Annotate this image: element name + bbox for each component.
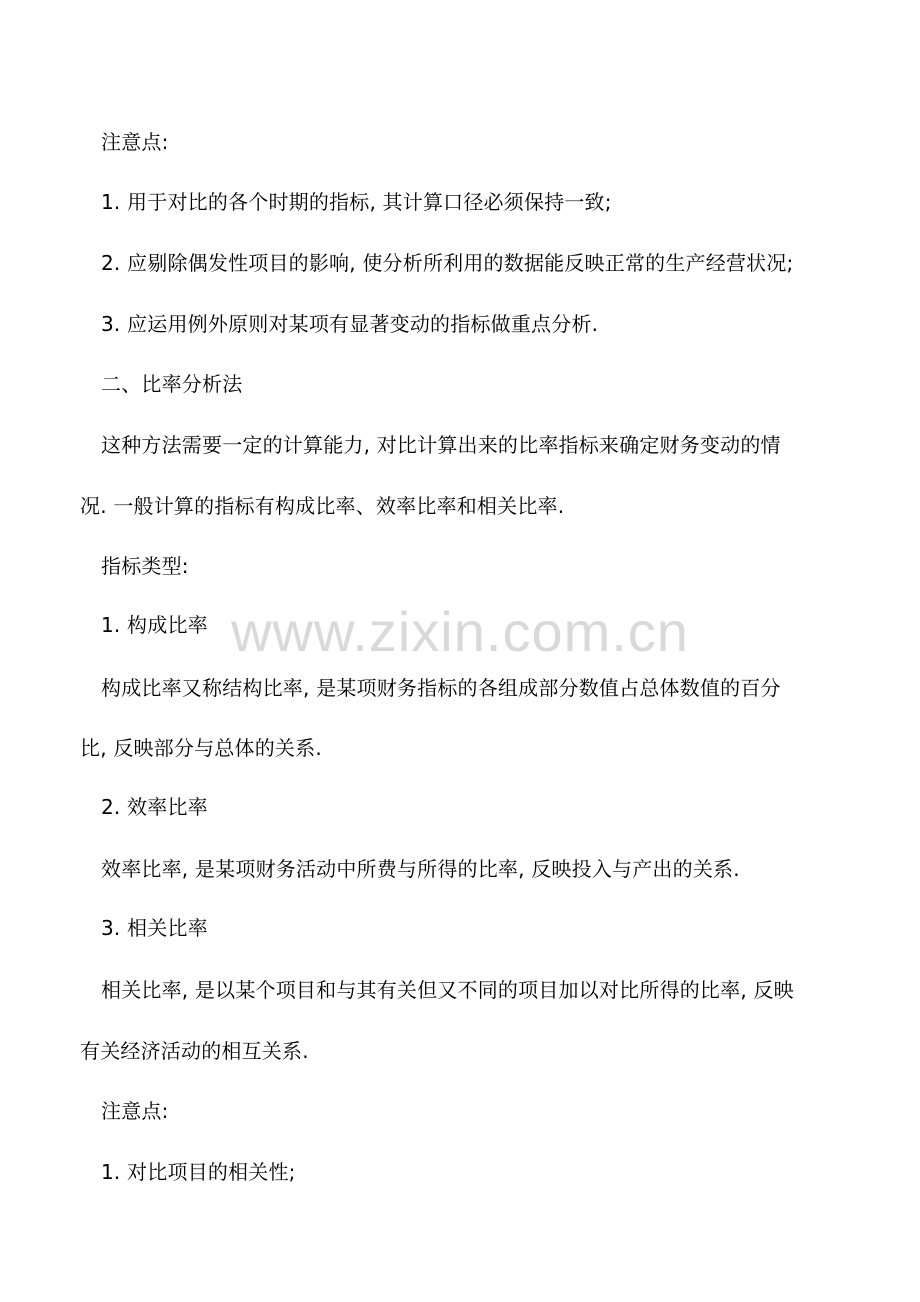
subheading: 指标类型: — [101, 554, 189, 578]
note-item-2: 2. 应剔除偶发性项目的影响, 使分析所利用的数据能反映正常的生产经营状况; — [101, 251, 794, 275]
ratio-type-heading: 1. 构成比率 — [101, 613, 208, 637]
watermark-text: www.zixin.com.cn — [231, 600, 689, 663]
section-heading: 二、比率分析法 — [101, 372, 243, 396]
ratio-type-heading: 2. 效率比率 — [101, 795, 208, 819]
note-heading-2: 注意点: — [101, 1099, 169, 1123]
note-item-3: 3. 应运用例外原则对某项有显著变动的指标做重点分析. — [101, 312, 599, 336]
paragraph-line: 相关比率, 是以某个项目和与其有关但又不同的项目加以对比所得的比率, 反映 — [101, 978, 794, 1002]
note-heading-1: 注意点: — [101, 130, 169, 154]
paragraph-line: 效率比率, 是某项财务活动中所费与所得的比率, 反映投入与产出的关系. — [101, 857, 740, 881]
paragraph-line: 构成比率又称结构比率, 是某项财务指标的各组成部分数值占总体数值的百分 — [101, 676, 781, 700]
paragraph-line: 况. 一般计算的指标有构成比率、效率比率和相关比率. — [80, 494, 565, 518]
note-item-1: 1. 对比项目的相关性; — [101, 1160, 296, 1184]
ratio-type-heading: 3. 相关比率 — [101, 916, 208, 940]
paragraph-line: 有关经济活动的相互关系. — [80, 1039, 309, 1063]
paragraph-line: 这种方法需要一定的计算能力, 对比计算出来的比率指标来确定财务变动的情 — [101, 433, 781, 457]
paragraph-line: 比, 反映部分与总体的关系. — [80, 736, 322, 760]
note-item-1: 1. 用于对比的各个时期的指标, 其计算口径必须保持一致; — [101, 190, 612, 214]
